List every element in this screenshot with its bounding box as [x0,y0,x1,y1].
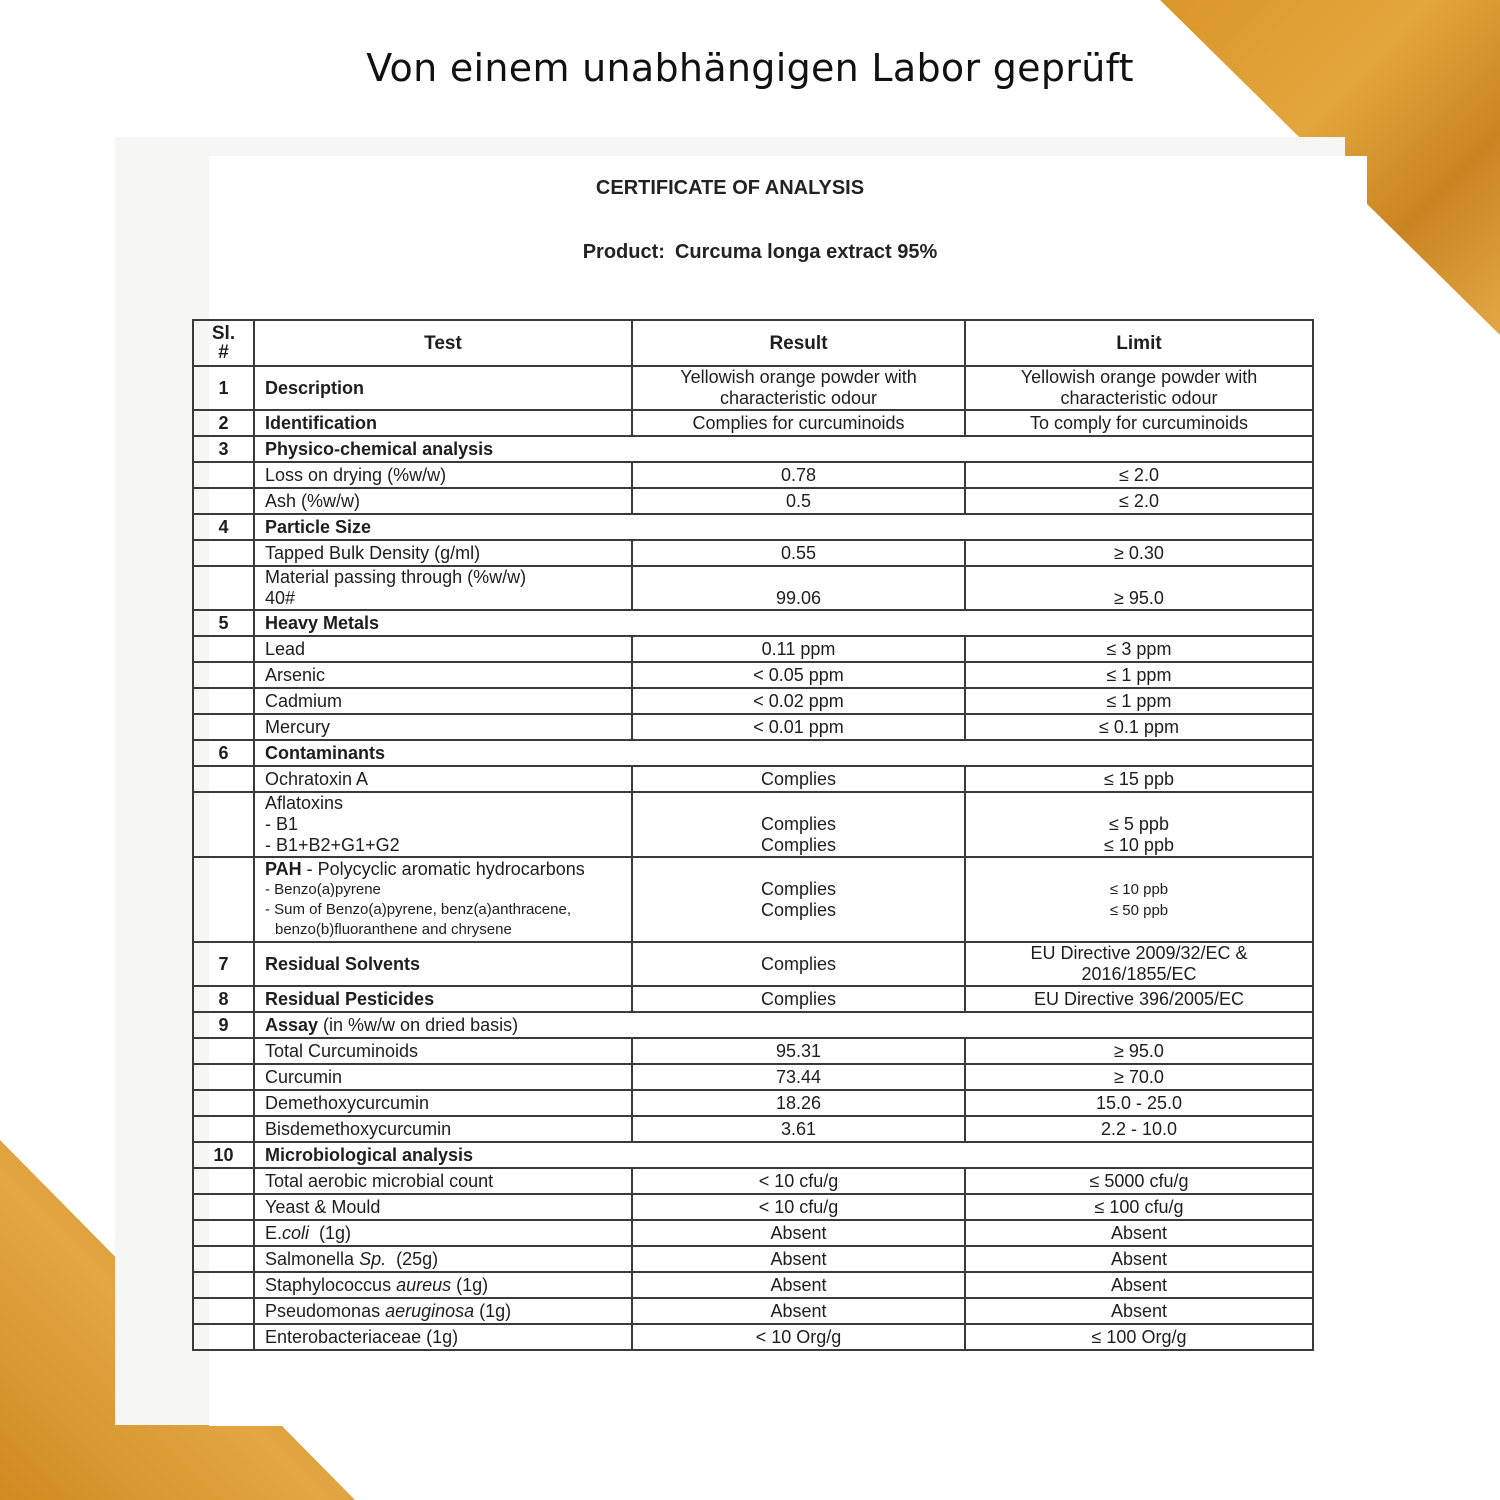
row-test: E.coli (1g) [254,1220,632,1246]
table-row [193,1272,1313,1298]
table-row [193,540,1313,566]
row-limit: ≥ 0.30 [965,540,1313,566]
row-sl: 6 [193,740,254,766]
table-row [193,1090,1313,1116]
analysis-table [192,319,1314,1351]
table-row [193,986,1313,1012]
table-row [193,1116,1313,1142]
row-limit: 15.0 - 25.0 [965,1090,1313,1116]
row-result: 0.55 [632,540,965,566]
row-limit: ≤ 3 ppm [965,636,1313,662]
table-row [193,1064,1313,1090]
section-title: Assay (in %w/w on dried basis) [254,1012,1313,1038]
header-limit: Limit [965,320,1313,366]
product-name: Curcuma longa extract 95% [674,241,938,263]
row-limit: ≥ 95.0 [965,1038,1313,1064]
row-limit: ≥ 70.0 [965,1064,1313,1090]
row-test: Bisdemethoxycurcumin [254,1116,632,1142]
section-title: Microbiological analysis [254,1142,1313,1168]
row-limit: 2.2 - 10.0 [965,1116,1313,1142]
table-row [193,1168,1313,1194]
row-test: Total aerobic microbial count [254,1168,632,1194]
row-test: Aflatoxins - B1 - B1+B2+G1+G2 [254,792,632,857]
row-test: Total Curcuminoids [254,1038,632,1064]
row-test: Demethoxycurcumin [254,1090,632,1116]
certificate-title: CERTIFICATE OF ANALYSIS [595,177,865,199]
row-result: Complies [632,986,965,1012]
table-header-row [193,320,1313,366]
row-test: Pseudomonas aeruginosa (1g) [254,1298,632,1324]
row-test: Ash (%w/w) [254,488,632,514]
row-limit: Absent [965,1298,1313,1324]
section-title: Contaminants [254,740,1313,766]
row-limit: ≥ 95.0 [965,566,1313,610]
row-test: Residual Solvents [254,942,632,986]
row-result: Yellowish orange powder with characteristic odour [632,366,965,410]
row-result: < 10 cfu/g [632,1168,965,1194]
row-result: 18.26 [632,1090,965,1116]
table-section-row [193,1142,1313,1168]
row-result: Complies for curcuminoids [632,410,965,436]
row-sl: 2 [193,410,254,436]
row-test: Loss on drying (%w/w) [254,462,632,488]
row-limit: ≤ 100 cfu/g [965,1194,1313,1220]
row-test: Identification [254,410,632,436]
row-sl: 8 [193,986,254,1012]
table-row [193,1220,1313,1246]
table-section-row [193,740,1313,766]
row-test: Lead [254,636,632,662]
section-title: Physico-chemical analysis [254,436,1313,462]
row-result: Complies [632,766,965,792]
row-limit: ≤ 1 ppm [965,662,1313,688]
row-result: < 0.02 ppm [632,688,965,714]
row-limit: ≤ 5000 cfu/g [965,1168,1313,1194]
row-limit: ≤ 0.1 ppm [965,714,1313,740]
row-result: Absent [632,1298,965,1324]
row-test: Mercury [254,714,632,740]
table-section-row [193,436,1313,462]
page-headline: Von einem unabhängigen Labor geprüft [366,46,1134,90]
row-limit: ≤ 15 ppb [965,766,1313,792]
table-row [193,1324,1313,1350]
row-limit: ≤ 10 ppb ≤ 50 ppb [965,857,1313,942]
row-result: < 0.01 ppm [632,714,965,740]
table-row [193,688,1313,714]
row-result: 0.5 [632,488,965,514]
table-row [193,857,1313,942]
product-line [330,241,1190,264]
row-result: < 10 Org/g [632,1324,965,1350]
row-limit: EU Directive 2009/32/EC & 2016/1855/EC [965,942,1313,986]
row-result: < 10 cfu/g [632,1194,965,1220]
row-test: Cadmium [254,688,632,714]
row-limit: Absent [965,1220,1313,1246]
row-sl: 7 [193,942,254,986]
header-result: Result [632,320,965,366]
row-test: Tapped Bulk Density (g/ml) [254,540,632,566]
table-row [193,792,1313,857]
row-sl: 5 [193,610,254,636]
row-limit: ≤ 1 ppm [965,688,1313,714]
table-row [193,714,1313,740]
row-result: 0.11 ppm [632,636,965,662]
row-sl: 1 [193,366,254,410]
row-result: Complies Complies [632,792,965,857]
table-row [193,488,1313,514]
table-row [193,636,1313,662]
row-test: Residual Pesticides [254,986,632,1012]
row-result: 99.06 [632,566,965,610]
table-row [193,366,1313,410]
table-row [193,1194,1313,1220]
row-test: Material passing through (%w/w) 40# [254,566,632,610]
row-result: 95.31 [632,1038,965,1064]
table-row [193,766,1313,792]
row-limit: ≤ 100 Org/g [965,1324,1313,1350]
row-sl: 4 [193,514,254,540]
table-section-row [193,1012,1313,1038]
row-result: 0.78 [632,462,965,488]
row-limit: ≤ 5 ppb ≤ 10 ppb [965,792,1313,857]
table-row [193,1298,1313,1324]
row-test: Enterobacteriaceae (1g) [254,1324,632,1350]
section-title: Particle Size [254,514,1313,540]
row-test: Yeast & Mould [254,1194,632,1220]
table-row [193,1246,1313,1272]
row-result: Absent [632,1272,965,1298]
row-test: Arsenic [254,662,632,688]
table-section-row [193,514,1313,540]
row-sl: 10 [193,1142,254,1168]
row-result: < 0.05 ppm [632,662,965,688]
row-result: Absent [632,1246,965,1272]
row-result: Complies [632,942,965,986]
row-test: Description [254,366,632,410]
table-row [193,566,1313,610]
header-sl: Sl. # [193,320,254,366]
row-result: Absent [632,1220,965,1246]
row-test: Ochratoxin A [254,766,632,792]
section-title: Heavy Metals [254,610,1313,636]
row-limit: Yellowish orange powder with characteristic odour [965,366,1313,410]
table-section-row [193,610,1313,636]
row-limit: ≤ 2.0 [965,488,1313,514]
row-result: 3.61 [632,1116,965,1142]
row-sl: 3 [193,436,254,462]
row-limit: ≤ 2.0 [965,462,1313,488]
row-test: Staphylococcus aureus (1g) [254,1272,632,1298]
row-limit: EU Directive 396/2005/EC [965,986,1313,1012]
table-row [193,662,1313,688]
product-label: Product: [582,241,665,263]
row-limit: Absent [965,1246,1313,1272]
row-test: PAH - Polycyclic aromatic hydrocarbons - Benzo(a)pyrene - Sum of Benzo(a)pyrene, benz(a)anthracene, benzo(b)fluoranthene and chrysene [254,857,632,942]
row-result: 73.44 [632,1064,965,1090]
row-limit: To comply for curcuminoids [965,410,1313,436]
header-test: Test [254,320,632,366]
table-row [193,942,1313,986]
table-row [193,462,1313,488]
row-result: Complies Complies [632,857,965,942]
row-sl: 9 [193,1012,254,1038]
table-row [193,1038,1313,1064]
table-row [193,410,1313,436]
row-limit: Absent [965,1272,1313,1298]
row-test: Curcumin [254,1064,632,1090]
row-test: Salmonella Sp. (25g) [254,1246,632,1272]
